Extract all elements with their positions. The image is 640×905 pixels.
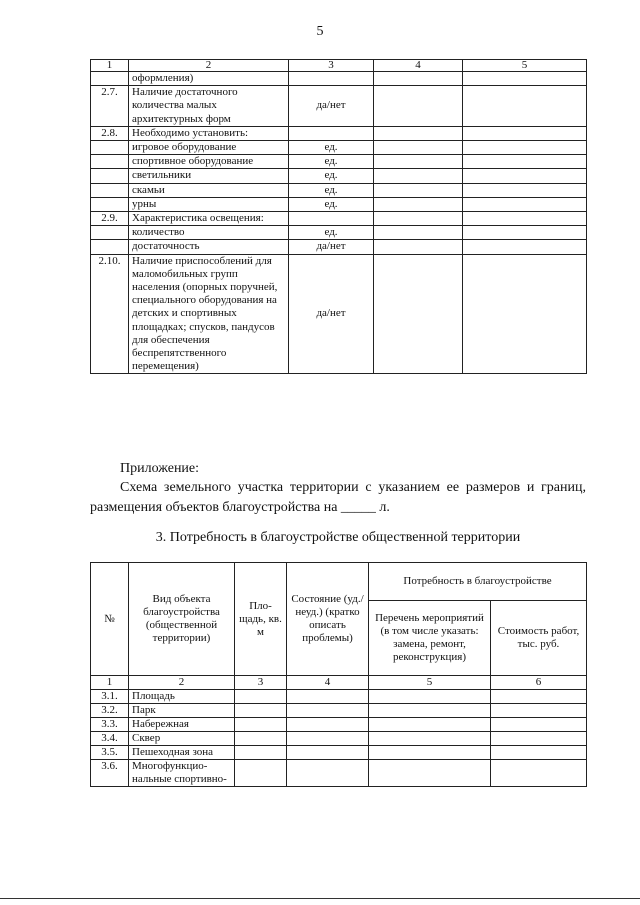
empty-cell	[374, 254, 463, 374]
table-row	[91, 126, 587, 140]
table-row	[91, 197, 587, 211]
table-row	[91, 183, 587, 197]
table-row	[91, 690, 587, 704]
row-unit	[289, 72, 374, 86]
column-number: 2	[129, 676, 235, 690]
table-row	[91, 760, 587, 787]
row-number: 3.2.	[91, 704, 129, 718]
row-text: оформления)	[129, 72, 289, 86]
table-row	[91, 240, 587, 254]
header-cell: 2	[129, 60, 289, 72]
row-object-name: Площадь	[129, 690, 235, 704]
table-row	[91, 254, 587, 374]
empty-cell	[369, 732, 491, 746]
empty-cell	[369, 718, 491, 732]
empty-cell	[374, 183, 463, 197]
empty-cell	[463, 169, 587, 183]
row-number	[91, 72, 129, 86]
empty-cell	[369, 704, 491, 718]
empty-cell	[491, 704, 587, 718]
column-number: 5	[369, 676, 491, 690]
row-text: Наличие приспособлений для маломобильных групп населения (опорных поручней, специального оборудования на детских и спортивных площадках; спусков, пандусов для обеспечения беспрепятственного перемещения)	[129, 254, 289, 374]
empty-cell	[235, 732, 287, 746]
row-number: 3.5.	[91, 746, 129, 760]
table-row	[91, 718, 587, 732]
table-header-row	[91, 563, 587, 601]
row-number: 2.9.	[91, 212, 129, 226]
row-text: Необходимо установить:	[129, 126, 289, 140]
row-text: скамьи	[129, 183, 289, 197]
table-row	[91, 155, 587, 169]
row-object-name: Набережная	[129, 718, 235, 732]
row-text: спортивное оборудование	[129, 155, 289, 169]
empty-cell	[374, 240, 463, 254]
empty-cell	[491, 746, 587, 760]
row-unit: ед.	[289, 183, 374, 197]
empty-cell	[369, 760, 491, 787]
header-measures-list: Перечень мероприятий (в том числе указать: замена, ремонт, реконструкция)	[369, 601, 491, 676]
empty-cell	[235, 746, 287, 760]
header-cost: Стоимость работ, тыс. руб.	[491, 601, 587, 676]
empty-cell	[463, 254, 587, 374]
empty-cell	[463, 183, 587, 197]
row-number: 2.8.	[91, 126, 129, 140]
empty-cell	[374, 86, 463, 127]
header-cell: 5	[463, 60, 587, 72]
column-number: 3	[235, 676, 287, 690]
empty-cell	[287, 732, 369, 746]
column-number-row	[91, 676, 587, 690]
row-unit: ед.	[289, 197, 374, 211]
row-unit: ед.	[289, 226, 374, 240]
row-number: 2.10.	[91, 254, 129, 374]
empty-cell	[374, 72, 463, 86]
empty-cell	[287, 760, 369, 787]
table-row	[91, 746, 587, 760]
header-object-type: Вид объекта благоустройства (общественной территории)	[129, 563, 235, 676]
column-number: 1	[91, 676, 129, 690]
row-unit: да/нет	[289, 254, 374, 374]
row-number	[91, 240, 129, 254]
empty-cell	[374, 126, 463, 140]
empty-cell	[287, 690, 369, 704]
checklist-table	[90, 59, 587, 374]
needs-table	[90, 562, 587, 787]
row-unit: да/нет	[289, 240, 374, 254]
empty-cell	[235, 704, 287, 718]
header-cell: 4	[374, 60, 463, 72]
row-text: количество	[129, 226, 289, 240]
empty-cell	[374, 197, 463, 211]
table-row	[91, 704, 587, 718]
row-text: достаточность	[129, 240, 289, 254]
empty-cell	[374, 226, 463, 240]
empty-cell	[491, 760, 587, 787]
row-number: 3.3.	[91, 718, 129, 732]
table-row	[91, 72, 587, 86]
row-number: 3.6.	[91, 760, 129, 787]
row-number	[91, 183, 129, 197]
row-number	[91, 226, 129, 240]
row-unit: да/нет	[289, 86, 374, 127]
row-unit	[289, 212, 374, 226]
empty-cell	[463, 226, 587, 240]
empty-cell	[287, 704, 369, 718]
row-text: Характеристика освещения:	[129, 212, 289, 226]
empty-cell	[374, 169, 463, 183]
empty-cell	[374, 155, 463, 169]
empty-cell	[463, 86, 587, 127]
empty-cell	[369, 690, 491, 704]
empty-cell	[374, 212, 463, 226]
empty-cell	[374, 141, 463, 155]
table-header-row	[91, 60, 587, 72]
empty-cell	[235, 760, 287, 787]
page-number: 5	[316, 24, 324, 39]
row-number	[91, 169, 129, 183]
row-unit	[289, 126, 374, 140]
header-num: №	[91, 563, 129, 676]
row-text: урны	[129, 197, 289, 211]
row-number: 2.7.	[91, 86, 129, 127]
empty-cell	[491, 690, 587, 704]
row-number: 3.4.	[91, 732, 129, 746]
empty-cell	[235, 718, 287, 732]
empty-cell	[287, 746, 369, 760]
row-number	[91, 197, 129, 211]
column-number: 4	[287, 676, 369, 690]
table-row	[91, 86, 587, 127]
appendix-text: Схема земельного участка территории с указанием ее размеров и границ, размещения объектов благоустройства на _____ л.	[90, 480, 586, 515]
row-text: Наличие достаточного количества малых архитектурных форм	[129, 86, 289, 127]
empty-cell	[463, 155, 587, 169]
bottom-rule	[0, 898, 640, 899]
empty-cell	[491, 732, 587, 746]
row-object-name: Пешеходная зона	[129, 746, 235, 760]
empty-cell	[369, 746, 491, 760]
table-row	[91, 732, 587, 746]
empty-cell	[463, 240, 587, 254]
header-need: Потребность в благоустройстве	[369, 563, 587, 601]
empty-cell	[463, 197, 587, 211]
table-row	[91, 226, 587, 240]
empty-cell	[287, 718, 369, 732]
empty-cell	[463, 212, 587, 226]
row-text: светильники	[129, 169, 289, 183]
section-title: 3. Потребность в благоустройстве общественной территории	[155, 530, 521, 545]
row-object-name: Парк	[129, 704, 235, 718]
header-cell: 1	[91, 60, 129, 72]
header-area: Пло-щадь, кв. м	[235, 563, 287, 676]
row-number: 3.1.	[91, 690, 129, 704]
header-state: Состояние (уд./неуд.) (кратко описать проблемы)	[287, 563, 369, 676]
row-number	[91, 155, 129, 169]
table-row	[91, 212, 587, 226]
row-unit: ед.	[289, 141, 374, 155]
empty-cell	[235, 690, 287, 704]
row-object-name: Сквер	[129, 732, 235, 746]
empty-cell	[463, 126, 587, 140]
row-text: игровое оборудование	[129, 141, 289, 155]
header-cell: 3	[289, 60, 374, 72]
empty-cell	[491, 718, 587, 732]
empty-cell	[463, 141, 587, 155]
empty-cell	[463, 72, 587, 86]
row-unit: ед.	[289, 155, 374, 169]
row-number	[91, 141, 129, 155]
row-unit: ед.	[289, 169, 374, 183]
row-object-name: Многофункцио-нальные спортивно-	[129, 760, 235, 787]
table-row	[91, 169, 587, 183]
appendix-label: Приложение:	[120, 461, 200, 476]
table-row	[91, 141, 587, 155]
column-number: 6	[491, 676, 587, 690]
